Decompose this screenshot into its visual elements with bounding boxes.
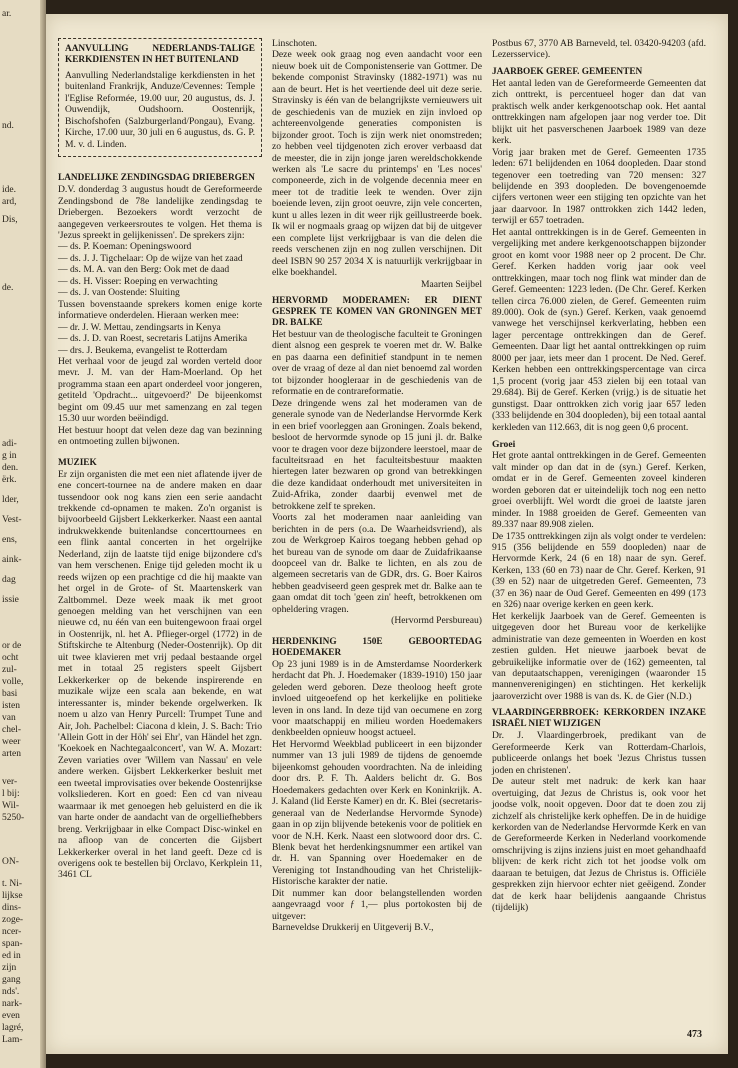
adjacent-page-fragment: ërk. [2,475,17,485]
list-item: — ds. P. Koeman: Openingswoord [58,241,192,253]
notice-body: Aanvulling Nederlandstalige kerkdiensten in het buitenland Frankrijk, Anduze/Cevennes: Temple l'Eglise Reformée, 19.00 uur, 20 augustus, ds. J. Ouwendijk, Oudshoorn. Oostenrijk, Bischofshofen (Salzburgerland/Pongau), Evang. Kirche, 17.00 uur, 30 juli en 6 augustus, ds. G. P. M. v. d. Linden. [65,70,255,150]
adjacent-page-fragment: aink- [2,555,22,565]
heading-hoedemaker: HERDENKING 150E GEBOORTEDAG HOEDEMAKER [272,636,482,658]
paragraph: D.V. donderdag 3 augustus houdt de Gereformeerde Zendingsbond de 78e landelijke zendingsdag te Driebergen. Bezoekers wordt verzocht de aangegeven verkeersroutes te volgen. Het thema is 'Jezus spreekt in gelijkenissen'. De sprekers zijn: [58,184,262,241]
paragraph: Dit nummer kan door belangstellenden worden aangevraagd voor ƒ 1,— plus portokosten bij de uitgever: [272,887,482,922]
paragraph: Er zijn organisten die met een niet aflatende ijver de ene concert-tournee na de andere maken en daar tussendoor ook nog kans zien een serie aandacht trekkende cd-opnamen te maken. Zo'n organist is bijvoorbeeld Gijsbert Lekkerkerker. Naast een aantal indrukwekkende buitenlandse concerttournees en een flink aantal concerten in het orgelrijke Nederland, zijn de laatste tijd enige bijzondere cd's van hem verschenen. Enige tijd geleden mocht ik u reeds wijzen op een prachtige cd die hij maakte van het orgel in de Grote- of St. Maartenskerk van Zaltbommel. Deze week maak ik met groot genoegen melding van het verschijnen van een nieuwe cd, nu één van een buitengewoon fraai orgel in Oostenrijk, nl. het A. Pflieger-orgel (1772) in de Stiftskirche te Altenburg (Neder-Oostenrijk). Op dit uit twee klavieren met vrij pedaal bestaande orgel met in totaal 25 registers speelt Gijsbert Lekkerkerker op de bekende inspirerende en muzikale wijze een scala aan bekende, en wat interessanter is, minder bekende orgelwerken. Ik noem u alzo van Henry Purcell: Trumpet Tune and Air, Joh. Pachelbel: Ciacona d klein, J. S. Bach: Trio 'Allein Gott in der Höh' sei Ehr', van Händel het zgn. 'Koekoek en Nachtegaalconcert', van W. A. Mozart: Zeven variaties over 'Willem van Nassau' en vele andere werken. Gijsbert Lekkerkerker besluit met een tweetal improvisaties over bekende Oostenrijkse volksliederen. Kort en goed: Een cd van niveau waarmaar ik met genoegen heb geluisterd en die ik van harte onder de aandacht van de orgelliefhebbers breng. Verkrijgbaar in elke Compact Disc-winkel en na afloop van de concerten die Gijsbert Lekkerkerker overal in het land geeft. Deze cd is overigens ook te bestellen bij Orclavo, Kerkplein 11, 3461 CL [58,468,262,881]
adjacent-page-fragment: volle, [2,677,24,687]
column-3 [492,38,706,914]
adjacent-page-fragment: isten [2,701,20,711]
adjacent-page-fragment: lagré, [2,1023,24,1033]
adjacent-page-fragment: Vest- [2,515,22,525]
adjacent-page-fragment: ide. [2,185,16,195]
source-signature: (Hervormd Persbureau) [391,615,482,627]
adjacent-page-edge [0,0,46,1068]
adjacent-page-fragment: lijkse [2,891,23,901]
paragraph: Het bestuur van de theologische faculteit te Groningen dient alsnog een gesprek te voeren met dr. W. Balke en pas daarna een definitief standpunt in te nemen over de vraag of deze al dan niet benoemd zal worden tot bijzonder hoogleraar in de geschiedenis van de reformatie en de contrareformatie. [272,328,482,398]
adjacent-page-fragment: zoge- [2,915,24,925]
paragraph: Vorig jaar braken met de Geref. Gemeenten 1735 leden: 671 belijdenden en 1064 doopleden. Daar stond tegenover een toetreding van 720 mensen: 327 belijdende en 393 doopleden. De bovengenoemde cijfers vertonen weer een stijging ten opzichte van het jaar daarvoor. In 1987 onttrokken zich 1442 leden, terwijl er 657 toetraden. [492,146,706,227]
adjacent-page-fragment: l bij: [2,789,20,799]
heading-jaarboek: JAARBOEK GEREF. GEMEENTEN [492,66,643,77]
paragraph: Barneveldse Drukkerij en Uitgeverij B.V., [272,922,434,934]
paragraph: Voorts zal het moderamen naar aanleiding van berichten in de pers (o.a. De Waarheidsvriend), als zou de Werkgroep Kairos toegang hebben gehad op het bureau van de synode om daar de Zuidafrikaanse doopceel van dr. Balke te lichten, en als zou de algemeen secretaris van de GDR, drs. G. Boer Kairos hebben geadviseerd geen gesprek met dr. Balke aan te gaan omdat dit toch 'geen zin' heeft, betrokkenen om opheldering vragen. [272,512,482,615]
speakers-list [58,241,262,298]
paragraph: Linschoten. [272,38,318,49]
adjacent-page-fragment: dag [2,575,16,585]
adjacent-page-fragment: ed in [2,951,21,961]
adjacent-page-fragment: Dis, [2,215,18,225]
column-1 [58,38,262,881]
adjacent-page-fragment: de. [2,283,14,293]
adjacent-page-fragment: t. Ni- [2,879,23,889]
list-item: — ds. J. D. van Roest, secretaris Latijns Amerika [58,333,248,345]
list-item: — drs. J. Beukema, evangelist te Rotterdam [58,344,228,356]
top-shadow [46,0,738,14]
paragraph: Het Hervormd Weekblad publiceert in een bijzonder nummer van 13 juli 1989 de tijdens de genoemde bijeenkomst gehouden voordrachten. Na de inleiding door drs. P. F. Th. Aalders belicht dr. G. Bos Hoedemakers gedachten over Kerk en Koninkrijk. A. J. Kaland (lid Eerste Kamer) en dr. K. Blei (secretaris-generaal van de Nederlandse Hervormde Synode) gaan in op zijn blijvende betekenis voor de politiek en voor de N.H. Kerk. Naast een slotwoord door drs. C. Blenk bevat het herdenkingsnummer een artikel van dr. H. van Spanning over Hoedemaker en de Vereniging tot Instandhouding van het Christelijk-Historische karakter der natie. [272,738,482,888]
adjacent-page-fragment: Wil- [2,801,20,811]
paragraph: Dr. J. Vlaardingerbroek, predikant van de Gereformeerde Kerk van Rotterdam-Charlois, publiceerde onlangs het boek 'Jezus Christus tussen joden en christenen'. [492,730,706,776]
paragraph: Deze week ook graag nog even aandacht voor een nieuw boek uit de Componistenserie van Gottmer. De bekende componist Stravinsky (1882-1971) was nu aan de beurt. Het is het veertiende deel uit deze serie. Stravinsky is één van de belangrijkste vernieuwers uit de geschiedenis van de muziek en zijn invloed op achtereenvolgende generaties componisten is bijzonder groot. Toch is zijn werk niet onomstreden; zo hebben veel tijdgenoten zich erover verbaasd dat de meester, die in zijn jonge jaren wereldschokkende werken als 'Le sacre du printemps' en 'Les noces' componeerde, zich in de volgende decennia meer en meer tot de traditie leek te wenden. Over zijn boeiende leven, zijn groot oeuvre, zijn vele concerten, kunt u alles lezen in dit weer rijk geïllustreerde boek. Ik wil er nogmaals graag op wijzen dat bij de uitgever een complete lijst verkrijgbaar is van die delen die reeds verschenen zijn en nog zullen verschijnen. Dit deel ISBN 90 257 2034 X is natuurlijk verkrijgbaar in elke boekhandel. [272,49,482,279]
adjacent-page-fragment: ver- [2,777,18,787]
heading-moderamen: HERVORMD MODERAMEN: ER DIENT GESPREK TE KOMEN VAN GRONINGEN MET DR. BALKE [272,295,482,328]
paragraph: Het verhaal voor de jeugd zal worden verteld door mevr. J. M. van der Ham-Moerland. Op het programma staan een apart onderdeel voor jongeren, getiteld 'Opdracht... uitgevoerd?' De bijeenkomst begint om 09.45 uur met samenzang en zal tegen 15.30 uur worden beëindigd. [58,355,262,425]
adjacent-page-fragment: ens, [2,535,18,545]
list-item: — ds. M. A. van den Berg: Ook met de daad [58,264,230,276]
adjacent-page-fragment: zijn [2,963,17,973]
paragraph: Deze dringende wens zal het moderamen van de generale synode van de Nederlandse Hervormde Kerk in een brief voorleggen aan Groningen. Zoals bekend, besloot de hervormde synode op 15 juni jl. dr. Balke voor te dragen voor deze bijzondere leerstoel, maar de faculteitsraad en het faculteitsbestuur maakten hiertegen later bezwaren op grond van betrekkingen die deze kandidaat onderhoudt met universiteiten in Zuid-Afrika, zonder daarbij evenwel met de betrokkene zelf te spreken. [272,397,482,512]
adjacent-page-fragment: dins- [2,903,21,913]
paragraph: Het aantal leden van de Gereformeerde Gemeenten dat zich onttrekt, is percentueel hoger dan dat van praktisch welk ander kerkgenootschap ook. Het aantal onttrekkingen nam afgelopen jaar nog verder toe. Dit blijkt uit het pasverschenen Jaarboek 1989 van deze kerk. [492,77,706,147]
adjacent-page-fragment: span- [2,939,23,949]
adjacent-page-fragment: weer [2,737,21,747]
notice-heading: AANVULLING NEDERLANDS-TALIGE KERKDIENSTEN IN HET BUITENLAND [65,44,255,65]
paragraph: De 1735 onttrekkingen zijn als volgt onder te verdelen: 915 (356 belijdende en 559 doopleden) naar de Hervormde Kerk, 24 (6 en 18) naar de syn. Geref. Kerken, 133 (60 en 73) naar de Chr. Geref. Kerken, 91 (39 en 52) naar de uitgetreden Geref. Gemeenten, 73 (37 en 36) naar de Oud Geref. Gemeenten en 499 (173 en 326) naar overige kerken en geen kerk. [492,530,706,611]
list-item: — ds. H. Visser: Roeping en verwachting [58,275,218,287]
adjacent-page-fragment: ar. [2,9,12,19]
paragraph: Het bestuur hoopt dat velen deze dag van bezinning en ontmoeting zullen bijwonen. [58,424,262,448]
adjacent-page-fragment: or de [2,641,22,651]
author-signature: Maarten Seijbel [420,278,482,290]
adjacent-page-fragment: den. [2,463,19,473]
adjacent-page-fragment: adi- [2,439,17,449]
list-item: — dr. J. W. Mettau, zendingsarts in Kenya [58,321,221,333]
paragraph: De auteur stelt met nadruk: de kerk kan haar overtuiging, dat Jezus de Christus is, ook voor het joodse volk, nooit opgeven. Door dat te doen zou zij zichzelf als christelijke kerk opheffen. De in de huidige kerkorden van de Nederlandse Hervormde Kerk en van de Gereformeerde Kerken in Nederland voorkomende omschrijving is zijns inziens juist en moet gehandhaafd blijven: de kerk richt zich tot het joodse volk om daaraan te betuigen, dat Jezus de Christus is. Officiële gesprekken zijn hiervoor echter niet geëigend. Zonder dat de kerk haar belijdenis aangaande Christus (tijdelijk) [492,776,706,914]
paragraph: Postbus 67, 3770 AB Barneveld, tel. 03420-94203 (afd. Lezersservice). [492,38,706,61]
adjacent-page-fragment: nark- [2,999,23,1009]
adjacent-page-fragment: g in [2,451,17,461]
adjacent-page-fragment: ncer- [2,927,22,937]
adjacent-page-fragment: ON- [2,857,19,867]
list-item: — ds. J. van Oostende: Sluiting [58,287,180,299]
magazine-page [46,14,728,1054]
adjacent-page-fragment: arten [2,749,21,759]
subheading-groei: Groei [492,438,516,450]
paragraph: Tussen bovenstaande sprekers komen enige korte informatieve onderdelen. Hieraan werken mee: [58,298,262,322]
adjacent-page-fragment: ocht [2,653,19,663]
adjacent-page-fragment: 5250- [2,813,25,823]
notice-box-kerkdiensten [58,38,262,157]
column-2 [272,38,482,934]
paragraph: Op 23 juni 1989 is in de Amsterdamse Noorderkerk herdacht dat Ph. J. Hoedemaker (1839-1910) 150 jaar geleden werd geboren. Deze theoloog heeft grote invloed uitgeoefend op het kerkelijke en politieke leven in ons land. In deze tijd van oecumene en zorg voor maatschappij en milieu worden Hoedemakers denkbeelden opnieuw hoogst actueel. [272,658,482,739]
adjacent-page-fragment: issie [2,595,19,605]
paragraph: Het aantal onttrekkingen is in de Geref. Gemeenten in vergelijking met andere kerkgenootschappen bijzonder groot en komt voor 1988 neer op 2 procent. De Chr. Geref. Kerken hadden vorig jaar ook veel onttrekkingen, maar toch nog flink wat minder dan de Geref. Gemeenten: 1223 leden. (De Chr. Geref. Kerken tellen circa 76.000 zielen, de Geref. Gemeenten ruim 89.000). Ook de (syn.) Geref. Kerken, vaak genoemd vanwege het verschijnsel kerkverlating, hebben een lager percentage onttrekkingen dan de Geref. Gemeenten. Daar ligt het aantal onttrekkingen op ruim 8000 per jaar, iets meer dan 1 procent. De Ned. Geref. Kerken hebben een onttrekkingspercentage van circa 1,5 procent (vorig jaar 453 zielen bij een totaal van 29.684). Bij de Geref. Kerken (vrijg.) is de situatie het gunstigst. Daar onttrokken zich vorig jaar 657 leden (333 belijdende en 304 doopleden), bij een totaal aantal kerkleden van 112.663, dit is nog geen 0,6 procent. [492,226,706,433]
contributors-list [58,322,262,356]
heading-vlaardingerbroek: VLAARDINGERBROEK: KERKORDEN INZAKE ISRAËL NIET WIJZIGEN [492,708,706,730]
adjacent-page-fragment: nds'. [2,987,20,997]
adjacent-page-fragment: gang [2,975,21,985]
page-number: 473 [687,1029,702,1040]
adjacent-page-fragment: even [2,1011,20,1021]
adjacent-page-fragment: chel- [2,725,21,735]
right-shadow [728,0,738,1068]
paragraph: Het grote aantal onttrekkingen in de Geref. Gemeenten valt minder op dan dat in de (syn.) Geref. Kerken, omdat er in de Geref. Gemeenten zoveel kinderen worden geboren dat er uiteindelijk toch nog een netto groei overblijft. Wel wordt die groei de laatste jaren minder. In 1988 groeiden de Geref. Gemeenten van 89.337 naar 89.908 zielen. [492,450,706,531]
adjacent-page-fragment: lder, [2,495,19,505]
adjacent-page-fragment: van [2,713,16,723]
adjacent-page-fragment: zul- [2,665,17,675]
heading-zendingsdag: LANDELIJKE ZENDINGSDAG DRIEBERGEN [58,173,255,184]
heading-muziek: MUZIEK [58,457,97,468]
paragraph: Het kerkelijk Jaarboek van de Geref. Gemeenten is uitgegeven door het Bureau voor de kerkelijke administratie van deze gemeenten in Woerden en kost zestien gulden. Het nieuwe jaarboek bevat de gebruikelijke informatie over de (162) gemeenten, tal van deputaatschappen, verenigingen (waaronder 15 mannenverenigingen) en stichtingen. Het kerkelijk jaaroverzicht over 1988 is van ds. K. de Gier (N.D.) [492,610,706,702]
adjacent-page-fragment: Lam- [2,1035,23,1045]
adjacent-page-fragment: nd. [2,121,14,131]
list-item: — ds. J. J. Tigchelaar: Op de wijze van het zaad [58,252,243,264]
adjacent-page-fragment: ard, [2,197,17,207]
adjacent-page-fragment: basi [2,689,18,699]
